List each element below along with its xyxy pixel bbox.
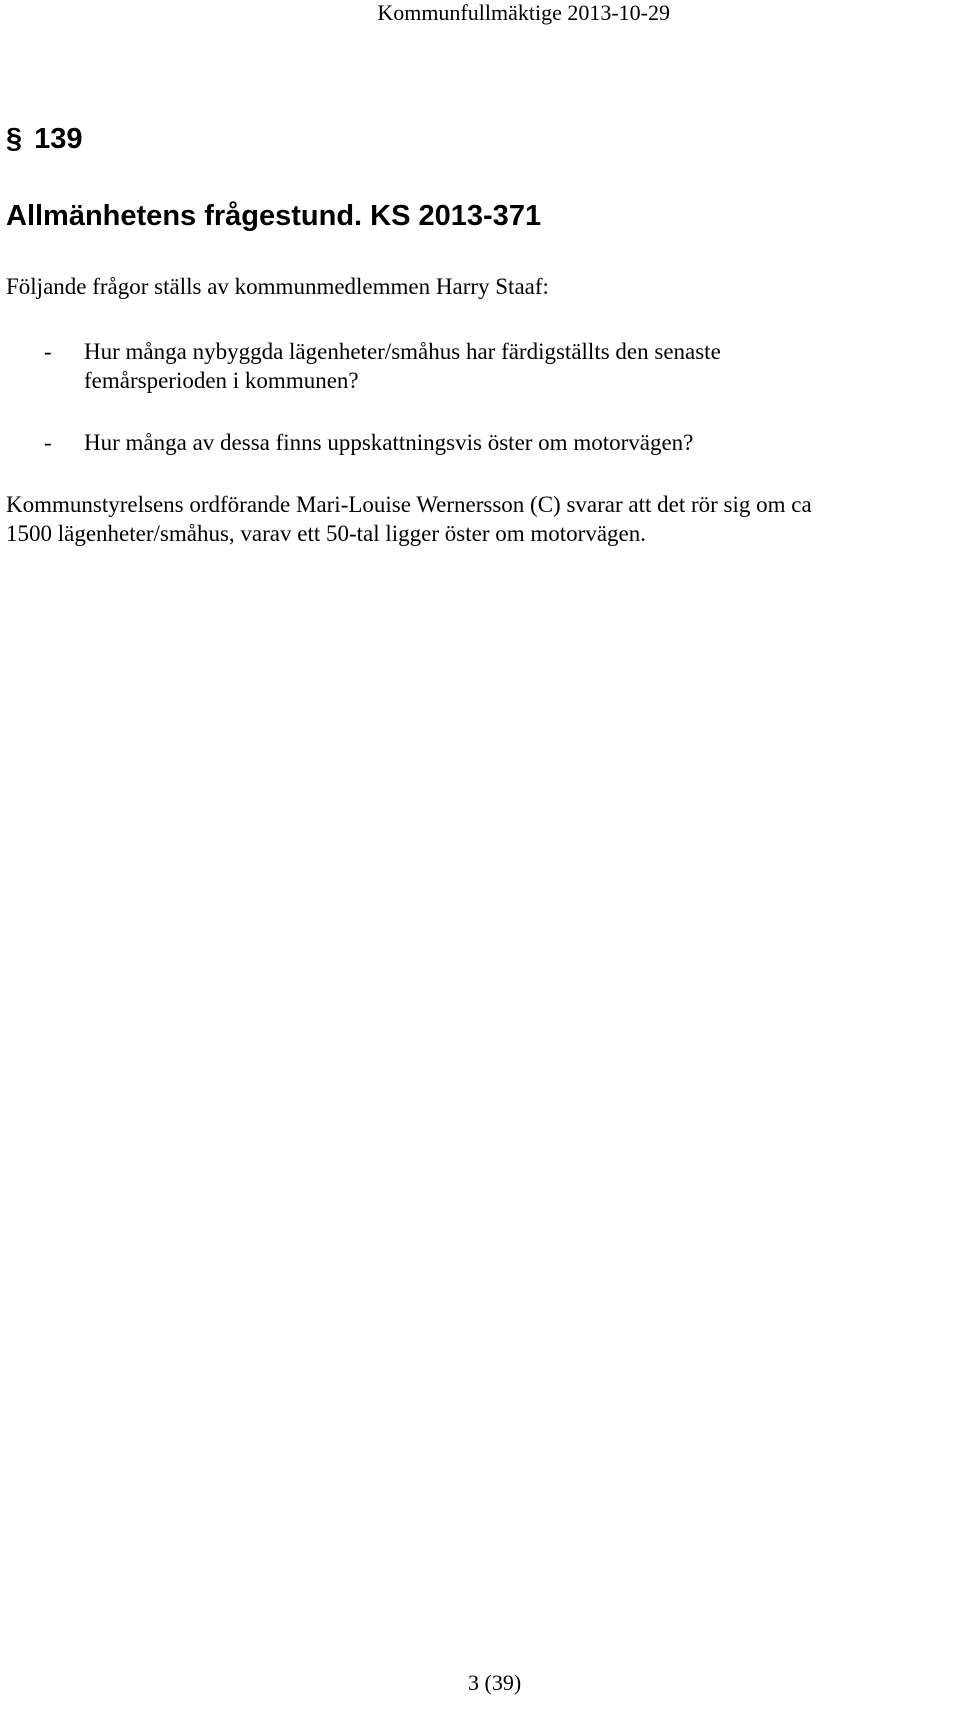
page-header bbox=[377, 0, 670, 26]
section-heading bbox=[6, 122, 83, 156]
question-text bbox=[84, 337, 721, 395]
question-line: Hur många nybyggda lägenheter/småhus har färdigställts den senaste bbox=[84, 339, 721, 364]
page-number: 3 (39) bbox=[468, 1670, 522, 1695]
meeting-header-text: Kommunfullmäktige 2013-10-29 bbox=[377, 0, 670, 25]
bullet-dash: - bbox=[44, 339, 52, 364]
intro-text: Följande frågor ställs av kommunmedlemmen Harry Staaf: bbox=[6, 274, 549, 299]
section-symbol: § bbox=[6, 123, 23, 155]
answer-paragraph bbox=[6, 490, 812, 548]
question-text bbox=[84, 428, 693, 457]
answer-line: Kommunstyrelsens ordförande Mari-Louise Wernersson (C) svarar att det rör sig om ca bbox=[6, 492, 812, 517]
bullet-dash: - bbox=[44, 430, 52, 455]
answer-line: 1500 lägenheter/småhus, varav ett 50-tal ligger öster om motorvägen. bbox=[6, 521, 646, 546]
question-line: Hur många av dessa finns uppskattningsvis öster om motorvägen? bbox=[84, 430, 694, 455]
section-number: 139 bbox=[34, 123, 83, 155]
item-title: Allmänhetens frågestund. KS 2013-371 bbox=[6, 200, 542, 232]
question-line: femårsperioden i kommunen? bbox=[84, 368, 359, 393]
